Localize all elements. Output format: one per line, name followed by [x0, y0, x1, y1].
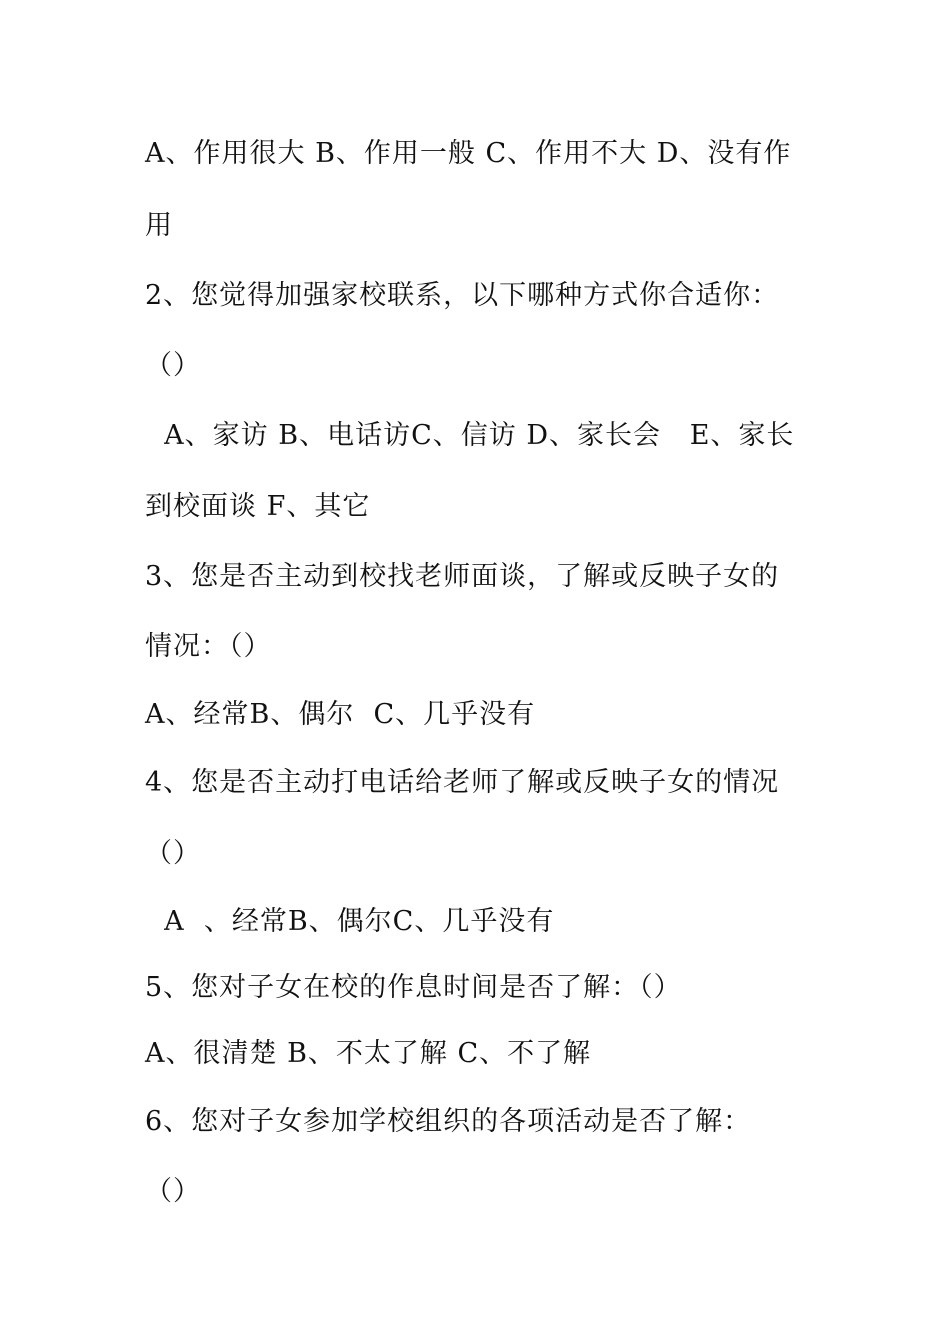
- q6-answer-blank: （）: [145, 1176, 201, 1207]
- q3-options: A、经常B、偶尔 C、几乎没有: [145, 699, 536, 730]
- q6-question-line1: 6、您对子女参加学校组织的各项活动是否了解：: [145, 1106, 752, 1137]
- q5-options: A、很清楚 B、不太了解 C、不了解: [145, 1038, 592, 1069]
- q1-options-line1: A、作用很大 B、作用一般 C、作用不大 D、没有作: [145, 138, 792, 169]
- q4-options: A 、经常B、偶尔C、几乎没有: [145, 906, 555, 937]
- q2-options-line2: 到校面谈 F、其它: [145, 491, 371, 522]
- q3-question-line2: 情况：（）: [145, 631, 272, 662]
- q4-answer-blank: （）: [145, 838, 201, 869]
- q3-question-line1: 3、您是否主动到校找老师面谈，了解或反映子女的: [145, 561, 780, 592]
- q5-question: 5、您对子女在校的作息时间是否了解：（）: [145, 972, 682, 1003]
- q1-options-line2: 用: [145, 210, 173, 241]
- q2-answer-blank: （）: [145, 350, 201, 381]
- q2-options-line1: A、家访 B、电话访C、信访 D、家长会 E、家长: [145, 420, 795, 451]
- q4-question-line1: 4、您是否主动打电话给老师了解或反映子女的情况: [145, 767, 780, 798]
- q2-question-line1: 2、您觉得加强家校联系，以下哪种方式你合适你：: [145, 280, 780, 311]
